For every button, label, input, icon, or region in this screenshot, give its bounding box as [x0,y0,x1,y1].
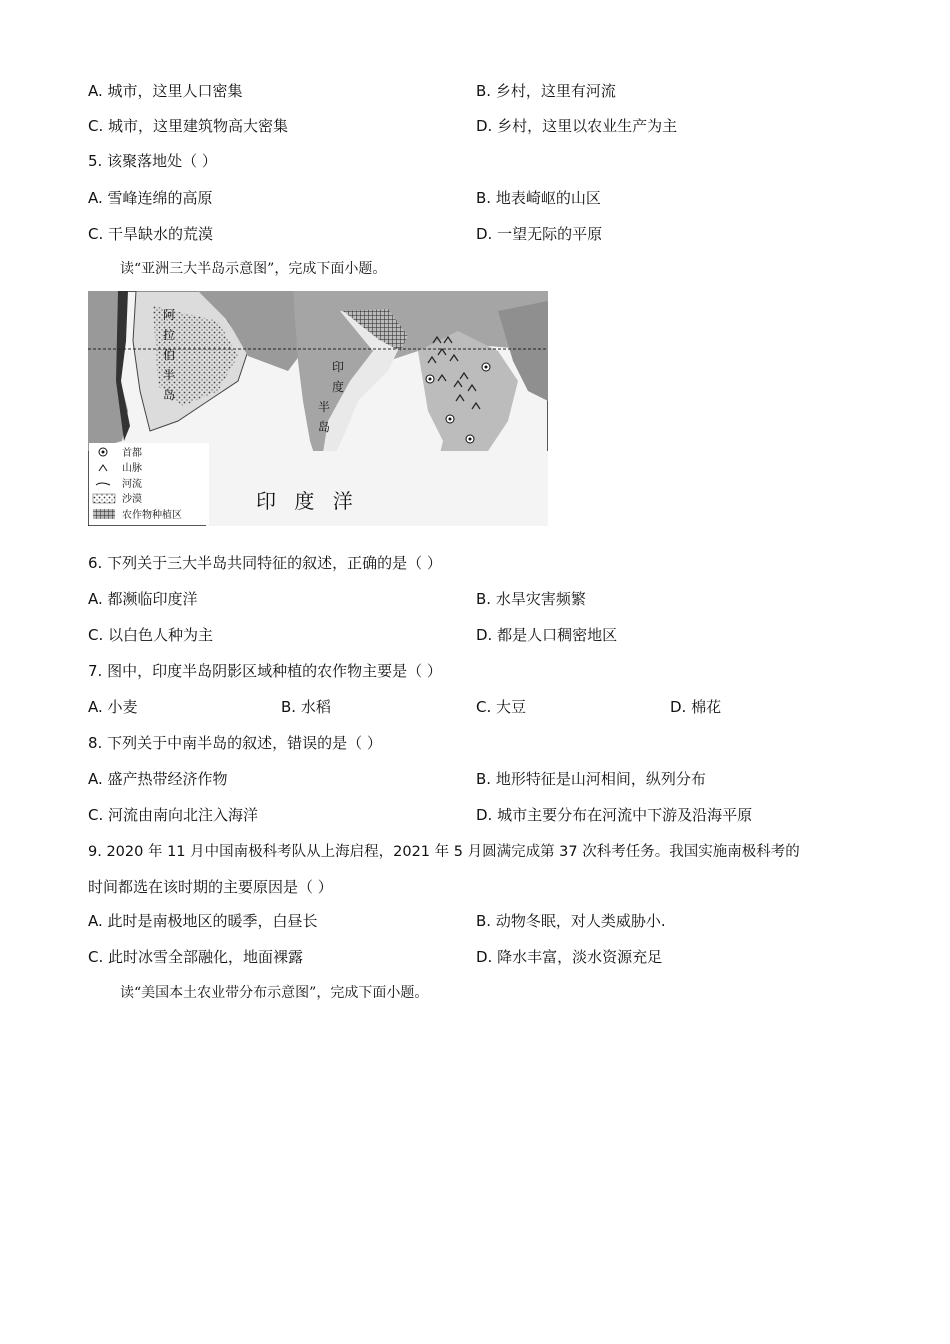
q9-stem-line1: 9. 2020 年 11 月中国南极科考队从上海启程，2021 年 5 月圆满完成第 37 次科考任务。我国实施南极科考的 [88,844,800,860]
q7-option-c: C. 大豆 [476,698,527,716]
desert-legend-icon [93,494,115,503]
q8-option-a: A. 盛产热带经济作物 [88,770,228,788]
legend-capital: 首都 [122,448,142,459]
q6-option-d: D. 都是人口稠密地区 [476,626,618,644]
svg-text:拉: 拉 [163,328,176,342]
svg-text:岛: 岛 [318,420,331,434]
q6-stem: 6. 下列关于三大半岛共同特征的叙述，正确的是（ ） [88,554,442,572]
q6-option-c: C. 以白色人种为主 [88,626,214,644]
crop-legend-icon [93,509,115,519]
q9-stem-line2: 时间都选在该时期的主要原因是（ ） [88,878,333,896]
q7-stem: 7. 图中，印度半岛阴影区域种植的农作物主要是（ ） [88,662,442,680]
q5-option-d: D. 一望无际的平原 [476,225,603,243]
q9-option-a: A. 此时是南极地区的暖季，白昼长 [88,912,318,930]
ocean-label: 印 度 洋 [256,489,359,513]
q8-stem: 8. 下列关于中南半岛的叙述，错误的是（ ） [88,734,382,752]
q7-option-d: D. 棉花 [670,698,722,716]
svg-text:阿: 阿 [163,308,176,322]
intro-asia-map: 读“亚洲三大半岛示意图”，完成下面小题。 [120,261,387,277]
q9-option-c: C. 此时冰雪全部融化，地面裸露 [88,948,304,966]
legend-desert: 沙漠 [122,494,142,505]
q9-option-d: D. 降水丰富，淡水资源充足 [476,948,663,966]
q7-option-a: A. 小麦 [88,698,138,716]
asia-peninsulas-map [88,291,548,526]
q4-option-a: A. 城市，这里人口密集 [88,82,243,100]
q5-stem: 5. 该聚落地处（ ） [88,152,217,170]
svg-text:度: 度 [332,380,345,394]
legend-crop: 农作物种植区 [122,510,182,521]
q4-option-d: D. 乡村，这里以农业生产为主 [476,117,678,135]
q4-option-c: C. 城市，这里建筑物高大密集 [88,117,289,135]
svg-text:伯: 伯 [163,348,176,362]
q5-option-a: A. 雪峰连绵的高原 [88,189,213,207]
q8-option-d: D. 城市主要分布在河流中下游及沿海平原 [476,806,753,824]
q7-option-b: B. 水稻 [281,698,331,716]
q6-option-b: B. 水旱灾害频繁 [476,590,586,608]
q8-option-c: C. 河流由南向北注入海洋 [88,806,259,824]
legend-river: 河流 [122,479,142,490]
q5-option-b: B. 地表崎岖的山区 [476,189,601,207]
q5-option-c: C. 干旱缺水的荒漠 [88,225,214,243]
q9-option-b: B. 动物冬眠，对人类威胁小. [476,912,666,930]
intro-usa-map: 读“美国本土农业带分布示意图”，完成下面小题。 [120,985,429,1001]
legend-mountain: 山脉 [122,463,142,474]
svg-text:岛: 岛 [163,388,176,402]
q6-option-a: A. 都濒临印度洋 [88,590,198,608]
q4-option-b: B. 乡村，这里有河流 [476,82,616,100]
svg-text:半: 半 [163,368,176,382]
q8-option-b: B. 地形特征是山河相间，纵列分布 [476,770,706,788]
svg-text:印: 印 [332,360,345,374]
svg-text:半: 半 [318,400,331,414]
